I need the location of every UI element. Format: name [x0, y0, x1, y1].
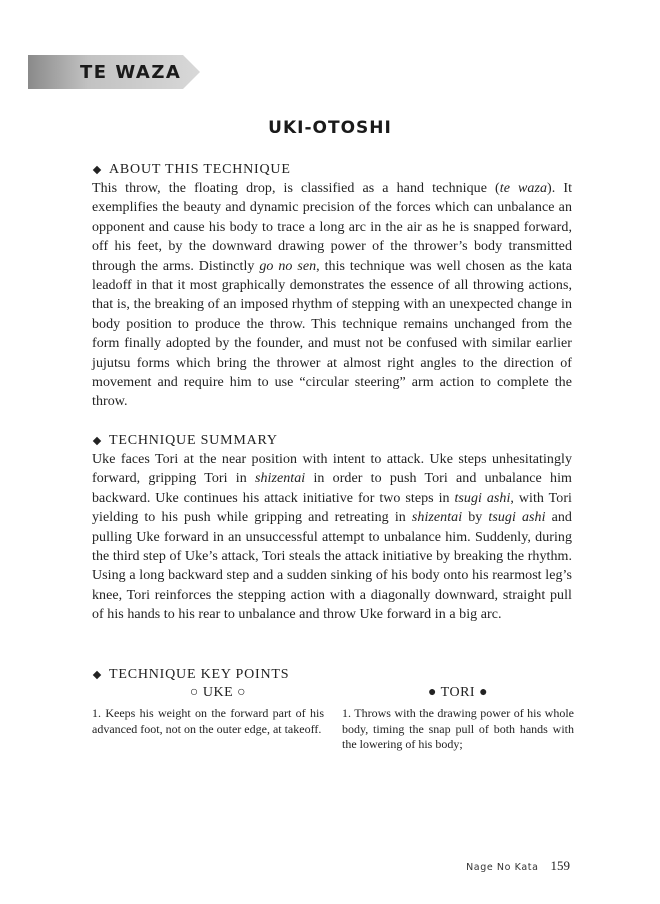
- key-points-heading: [92, 665, 572, 684]
- summary-heading: [92, 431, 572, 450]
- summary-section: [92, 431, 572, 625]
- uke-point-1: 1. Keeps his weight on the forward part of his advanced foot, not on the outer edge, at takeoff.: [92, 706, 324, 736]
- banner-label: TE WAZA: [80, 61, 182, 83]
- diamond-bullet-icon: [93, 436, 101, 444]
- uke-label: ○ UKE ○: [189, 685, 247, 700]
- diamond-bullet-icon: [93, 670, 101, 678]
- tori-label: ● TORI ●: [427, 685, 489, 700]
- uke-column: [92, 684, 324, 753]
- summary-heading-text: TECHNIQUE SUMMARY: [109, 433, 278, 448]
- key-points-columns: [92, 684, 574, 753]
- about-section: [92, 160, 572, 412]
- about-paragraph: This throw, the floating drop, is classified as a hand technique (te waza). It exemplifies the beauty and dynamic precision of the forces which can unbalance an opponent and cause his body to trace a long arc in the air as he is snapped forward, off his feet, by the downward drawing power of the thrower’s body transmitted through the arms. Distinctly go no sen, this technique was well chosen as the kata leadoff in that it most graphically demonstrates the essence of all throwing actions, that is, the breaking of an imposed rhythm of stepping with an unexpected change in body position to produce the throw. This technique remains unchanged from the form finally adopted by the founder, and must not be confused with similar earlier jujutsu forms which bring the thrower at almost right angles to the direction of movement and require him to use “circular steering” arm action to complete the throw.: [92, 181, 573, 410]
- about-heading: [92, 160, 572, 179]
- page-footer: [466, 858, 570, 874]
- page-title: UKI-OTOSHI: [268, 118, 392, 138]
- section-banner: [28, 55, 200, 89]
- diamond-bullet-icon: [93, 165, 101, 173]
- about-heading-text: ABOUT THIS TECHNIQUE: [109, 162, 291, 177]
- tori-point-1: 1. Throws with the drawing power of his whole body, timing the snap pull of both hands with the lowering of his body;: [342, 706, 574, 751]
- summary-paragraph: Uke faces Tori at the near position with intent to attack. Uke steps unhesitatingly forward, gripping Tori in shizentai in order to push Tori and unbalance him backward. Uke continues his attack initiative for two steps in tsugi ashi, with Tori yielding to his push while gripping and retreating in shizentai by tsugi ashi and pulling Uke forward in an unsuccessful attempt to unbalance him. Suddenly, during the third step of Uke’s attack, Tori steals the attack initiative by breaking the rhythm. Using a long backward step and a sudden sinking of his body onto his rearmost leg’s knee, Tori reinforces the stepping action with a diagonally downward, straight pull of his hands to his rear to unbalance and throw Uke forward in a big arc.: [92, 452, 572, 623]
- key-points-section: [92, 665, 572, 684]
- tori-column: [342, 684, 574, 753]
- footer-book-title: Nage No Kata: [466, 862, 539, 873]
- page-number: 159: [550, 858, 570, 873]
- key-points-heading-text: TECHNIQUE KEY POINTS: [109, 667, 290, 682]
